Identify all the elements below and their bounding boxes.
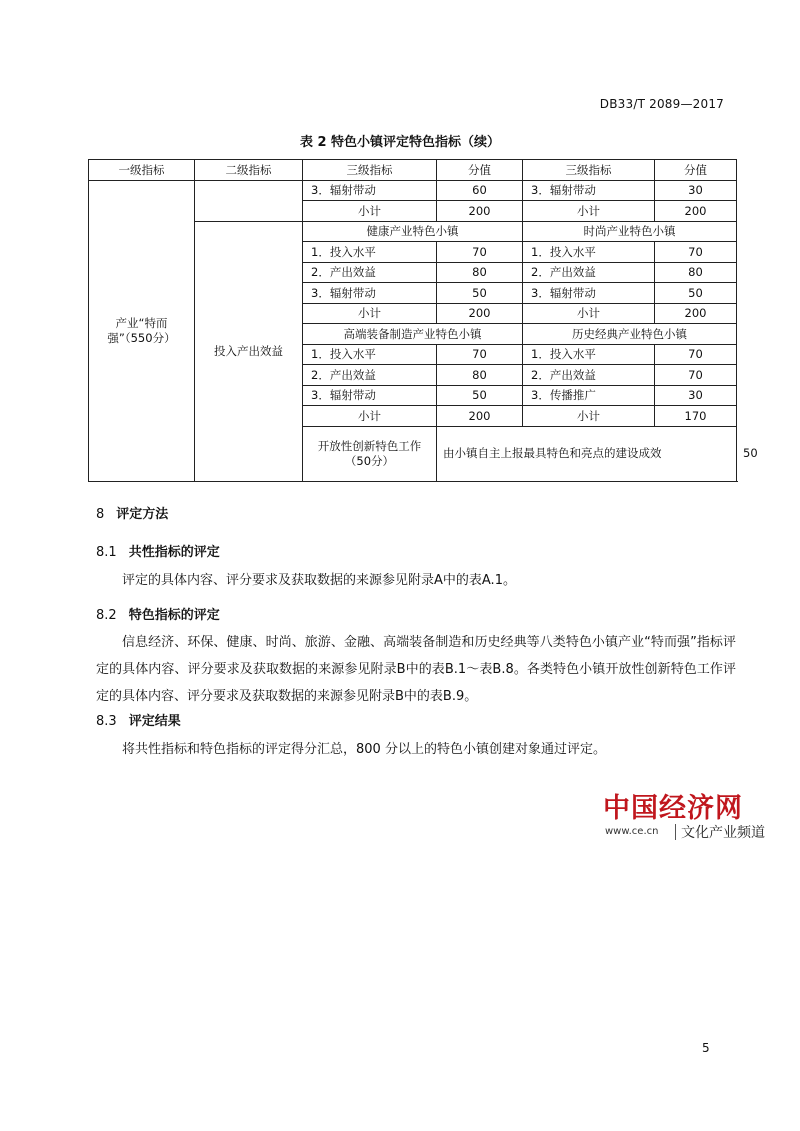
section-8-3-text: 将共性指标和特色指标的评定得分汇总，800 分以上的特色小镇创建对象通过评定。 (122, 742, 606, 757)
header-level3-right: 三级指标 (523, 160, 655, 181)
section-number: 8.2 (96, 608, 117, 623)
town-type-title: 时尚产业特色小镇 (523, 221, 737, 242)
table-caption: 表 2 特色小镇评定特色指标（续） (299, 135, 501, 150)
score-cell: 80 (437, 262, 523, 283)
score-cell: 60 (437, 180, 523, 201)
header-level2: 二级指标 (195, 160, 303, 181)
open-desc-cell: 由小镇自主上报最具特色和亮点的建设成效 (437, 426, 737, 481)
item-cell: 3．辐射带动 (523, 283, 655, 304)
header-level1: 一级指标 (89, 160, 195, 181)
item-cell: 2．产出效益 (523, 262, 655, 283)
watermark-logo (603, 786, 765, 846)
item-cell: 1．投入水平 (523, 242, 655, 263)
subtotal-cell: 小计 (303, 303, 437, 324)
page-number: 5 (702, 1041, 710, 1055)
header-score-right: 分值 (655, 160, 737, 181)
town-type-title: 健康产业特色小镇 (303, 221, 523, 242)
section-title: 共性指标的评定 (128, 545, 220, 560)
section-8-heading (96, 503, 168, 522)
item-cell: 2．产出效益 (523, 365, 655, 386)
watermark-url: www.ce.cn (605, 826, 659, 837)
score-cell: 200 (655, 303, 737, 324)
subtotal-cell: 小计 (303, 201, 437, 222)
section-8-2-text: 信息经济、环保、健康、时尚、旅游、金融、高端装备制造和历史经典等八类特色小镇产业“特而强”指标评定的具体内容、评分要求及获取数据的来源参见附录B中的表B.1～表B.8。各类特色小镇开放性创新特色工作评定的具体内容、评分要求及获取数据的来源参见附录B中的表B.9。 (96, 635, 736, 704)
section-title: 特色指标的评定 (128, 608, 220, 623)
section-8-1-heading (96, 541, 220, 560)
header-level3-left: 三级指标 (303, 160, 437, 181)
indicator-table (88, 159, 758, 482)
score-cell: 200 (437, 201, 523, 222)
level2-empty-cell (195, 180, 303, 221)
score-cell: 30 (655, 180, 737, 201)
subtotal-cell: 小计 (523, 406, 655, 427)
score-cell: 80 (437, 365, 523, 386)
score-cell: 70 (655, 344, 737, 365)
item-cell: 1．投入水平 (523, 344, 655, 365)
score-cell: 70 (437, 344, 523, 365)
item-cell: 3．辐射带动 (303, 283, 437, 304)
item-cell: 1．投入水平 (303, 344, 437, 365)
section-8-2-heading (96, 604, 220, 623)
subtotal-cell: 小计 (523, 201, 655, 222)
score-cell: 70 (655, 242, 737, 263)
item-cell: 3．传播推广 (523, 385, 655, 406)
table-header-row (89, 160, 737, 181)
score-cell: 70 (655, 365, 737, 386)
level2-output-cell: 投入产出效益 (195, 221, 303, 481)
section-number: 8 (96, 507, 105, 522)
score-cell: 200 (437, 303, 523, 324)
score-cell: 50 (437, 385, 523, 406)
score-cell: 50 (655, 283, 737, 304)
watermark-divider (675, 824, 676, 840)
item-cell: 3．辐射带动 (303, 385, 437, 406)
section-title: 评定结果 (128, 714, 181, 729)
section-8-1-text: 评定的具体内容、评分要求及获取数据的来源参见附录A中的表A.1。 (122, 573, 516, 588)
subtotal-cell: 小计 (523, 303, 655, 324)
document-code: DB33/T 2089—2017 (599, 97, 724, 111)
town-type-title: 高端装备制造产业特色小镇 (303, 324, 523, 345)
score-cell: 170 (655, 406, 737, 427)
level1-open-cell: 开放性创新特色工作（50分） (303, 426, 437, 481)
score-cell: 70 (437, 242, 523, 263)
watermark-channel: 文化产业频道 (681, 825, 765, 841)
section-title: 评定方法 (116, 507, 169, 522)
score-cell: 50 (437, 283, 523, 304)
item-cell: 2．产出效益 (303, 262, 437, 283)
section-number: 8.1 (96, 545, 117, 560)
section-8-3-heading (96, 710, 181, 729)
item-cell: 3．辐射带动 (523, 180, 655, 201)
item-cell: 3．辐射带动 (303, 180, 437, 201)
score-cell: 80 (655, 262, 737, 283)
watermark-name: 中国经济网 (603, 793, 743, 824)
subtotal-cell: 小计 (303, 406, 437, 427)
score-cell: 30 (655, 385, 737, 406)
item-cell: 1．投入水平 (303, 242, 437, 263)
table-row (89, 180, 737, 201)
score-cell: 200 (655, 201, 737, 222)
score-cell: 200 (437, 406, 523, 427)
header-score-left: 分值 (437, 160, 523, 181)
level1-industry-cell: 产业“特而强”（550分） (89, 180, 195, 481)
section-number: 8.3 (96, 714, 117, 729)
item-cell: 2．产出效益 (303, 365, 437, 386)
table-row: 开放性创新特色工作（50分） 由小镇自主上报最具特色和亮点的建设成效 50 (89, 426, 737, 481)
town-type-title: 历史经典产业特色小镇 (523, 324, 737, 345)
